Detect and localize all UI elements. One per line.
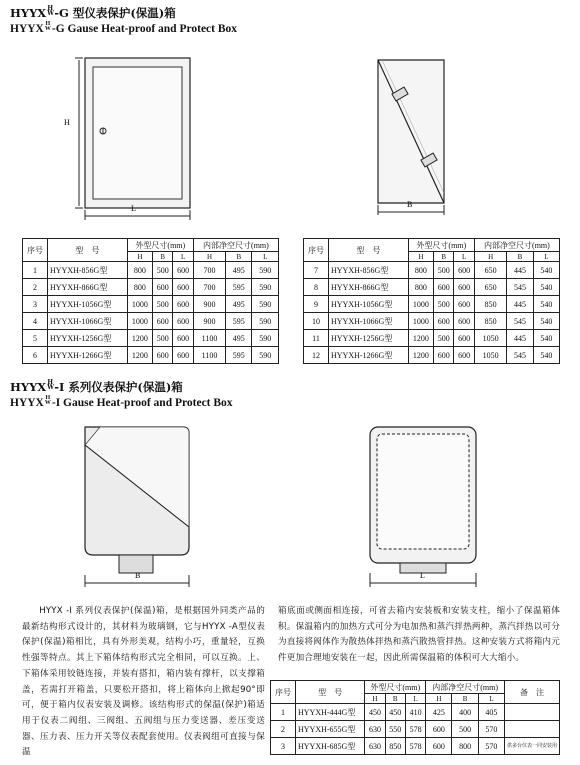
value-cell: 550 (385, 721, 405, 738)
sub-header-cell: B (153, 252, 173, 262)
col-outer-header: 外型尺寸(mm) (127, 239, 193, 252)
value-cell: 1200 (127, 347, 152, 364)
value-cell: 500 (153, 330, 173, 347)
sub-header-cell: L (533, 252, 559, 262)
value-cell: 500 (434, 296, 454, 313)
col-outer-header: 外型尺寸(mm) (365, 681, 426, 694)
row-number: 2 (271, 721, 296, 738)
model-cell: HYYXH-1066G型 (48, 313, 128, 330)
section-i-title-en (10, 396, 233, 410)
description-left: HYYX -I 系列仪表保护(保温)箱，是根据国外同类产品的最新结构形式设计的，其材料为玻璃钢，它与HYYX -A型仪表保护(保温)箱相比，具有外形美观，结构小巧，重量轻，互换性强等特点。其上下箱体结构形式完全相同，可以互换。上、下箱体采用铰链连接，并装有搭扣，箱内装有撑杆，以支撑箱盖，若需打开箱盖，只要松开搭扣，将上箱体向上掀起90°即可，便于箱内仪表安装及调修。该结构形式的保温(保护)箱适用于仪表二阀组、三阀组、五阀组与压力变送器、差压变送器、压力表、压力开关等仪表配套使用。仪表阀组可直接与保温 (22, 606, 265, 758)
value-cell: 600 (454, 296, 474, 313)
title-superscript (45, 396, 51, 406)
value-cell: 540 (533, 296, 559, 313)
table-row (304, 347, 560, 364)
sub-header-cell: L (173, 252, 193, 262)
sub-header-cell: L (405, 694, 425, 704)
table-row (304, 279, 560, 296)
value-cell: 600 (454, 330, 474, 347)
model-cell: HYYXH-856G型 (329, 262, 409, 279)
value-cell: 540 (533, 262, 559, 279)
value-cell: 545 (507, 347, 533, 364)
section-g-title-en (10, 22, 237, 36)
row-number: 12 (304, 347, 329, 364)
table-row (271, 704, 560, 721)
value-cell: 1000 (408, 296, 433, 313)
col-inner-header: 内部净空尺寸(mm) (474, 239, 559, 252)
value-cell: 1000 (127, 296, 152, 313)
value-cell: 900 (193, 313, 225, 330)
value-cell: 1200 (408, 330, 433, 347)
row-number: 3 (271, 738, 296, 755)
value-cell: 540 (533, 330, 559, 347)
sup-top: H (45, 21, 51, 27)
value-cell: 850 (385, 738, 405, 755)
dim-h-label: H (64, 118, 70, 127)
model-cell: HYYXH-444G型 (296, 704, 365, 721)
value-cell: 1100 (193, 330, 225, 347)
remark-cell (504, 704, 559, 721)
sup-top: H (47, 5, 54, 12)
box-front-view-drawing (55, 45, 225, 235)
value-cell: 700 (193, 279, 225, 296)
value-cell: 1000 (408, 313, 433, 330)
value-cell: 495 (226, 296, 252, 313)
sub-header-cell: B (385, 694, 405, 704)
title-superscript (45, 22, 51, 32)
value-cell: 1050 (474, 330, 506, 347)
value-cell: 650 (474, 262, 506, 279)
value-cell: 1200 (127, 330, 152, 347)
table-row (271, 738, 560, 755)
model-cell: HYYXH-866G型 (48, 279, 128, 296)
col-no-header: 序号 (304, 239, 329, 262)
col-outer-header: 外型尺寸(mm) (408, 239, 474, 252)
value-cell: 500 (153, 262, 173, 279)
table-row (23, 279, 279, 296)
sub-header-cell: H (127, 252, 152, 262)
value-cell: 590 (252, 279, 279, 296)
table-row (304, 313, 560, 330)
col-model-header: 型 号 (48, 239, 128, 262)
value-cell: 600 (173, 313, 193, 330)
value-cell: 445 (507, 296, 533, 313)
model-cell: HYYXH-655G型 (296, 721, 365, 738)
value-cell: 540 (533, 313, 559, 330)
section-g-title-zh (10, 6, 176, 20)
dim-b-label: B (135, 571, 141, 580)
value-cell: 595 (226, 313, 252, 330)
model-cell: HYYXH-1256G型 (48, 330, 128, 347)
sub-header-cell: H (426, 694, 452, 704)
sub-header-cell: B (452, 694, 478, 704)
value-cell: 540 (533, 347, 559, 364)
sup-bottom: W (44, 400, 51, 406)
title-prefix: HYYX (10, 6, 47, 20)
i-box-front-drawing (55, 415, 225, 600)
table-row (23, 330, 279, 347)
row-number: 9 (304, 296, 329, 313)
value-cell: 590 (252, 313, 279, 330)
col-remark-header: 备 注 (504, 681, 559, 704)
sub-header-cell: H (408, 252, 433, 262)
dim-l-label: L (131, 204, 136, 213)
value-cell: 545 (507, 313, 533, 330)
value-cell: 600 (426, 721, 452, 738)
remark-cell: 供多台仪表一同安装用 (504, 738, 559, 755)
i-box-inner-dashed (377, 434, 469, 549)
title-prefix: HYYX (10, 23, 44, 35)
table-row (304, 262, 560, 279)
value-cell: 600 (153, 313, 173, 330)
spec-table-i (270, 680, 560, 755)
row-number: 1 (23, 262, 48, 279)
value-cell: 400 (452, 704, 478, 721)
row-number: 3 (23, 296, 48, 313)
value-cell: 1050 (474, 347, 506, 364)
sub-header-cell: B (507, 252, 533, 262)
value-cell: 445 (507, 330, 533, 347)
row-number: 6 (23, 347, 48, 364)
title-zh-text: -G 型仪表保护(保温)箱 (54, 6, 176, 20)
title-en-text: -G Gause Heat-proof and Protect Box (51, 23, 238, 35)
sub-header-cell: H (474, 252, 506, 262)
table-row (304, 296, 560, 313)
value-cell: 600 (426, 738, 452, 755)
sub-header-cell: B (434, 252, 454, 262)
value-cell: 450 (365, 704, 385, 721)
value-cell: 590 (252, 262, 279, 279)
model-cell: HYYXH-1066G型 (329, 313, 409, 330)
sup-bottom: W (47, 10, 54, 17)
row-number: 8 (304, 279, 329, 296)
title-prefix: HYYX (10, 397, 44, 409)
value-cell: 425 (426, 704, 452, 721)
col-inner-header: 内部净空尺寸(mm) (193, 239, 278, 252)
row-number: 7 (304, 262, 329, 279)
value-cell: 800 (127, 262, 152, 279)
value-cell: 600 (173, 296, 193, 313)
value-cell: 600 (454, 262, 474, 279)
value-cell: 500 (434, 262, 454, 279)
table-row (23, 313, 279, 330)
sub-header-cell: L (252, 252, 279, 262)
value-cell: 600 (153, 347, 173, 364)
value-cell: 570 (478, 721, 504, 738)
value-cell: 600 (173, 262, 193, 279)
col-no-header: 序号 (271, 681, 296, 704)
row-number: 11 (304, 330, 329, 347)
description-right: 箱底面或侧面相连接，可省去箱内安装板和安装支柱，缩小了保温箱体积。保温箱内的加热方式可分为电加热和蒸汽拌热两种，蒸汽拌热以可分为直接将阀体作为散热体拌热和蒸汽散热管拌热。这种安装方式将箱内元件更加合理地安装在一起，因此所需保温箱的体积可大大缩小。 (278, 606, 560, 664)
value-cell: 570 (478, 738, 504, 755)
title-zh-text: -I 系列仪表保护(保温)箱 (54, 380, 183, 394)
value-cell: 1100 (193, 347, 225, 364)
sub-header-cell: H (365, 694, 385, 704)
col-no-header: 序号 (23, 239, 48, 262)
sup-top: H (47, 379, 54, 386)
title-superscript (47, 380, 53, 390)
row-number: 4 (23, 313, 48, 330)
value-cell: 540 (533, 279, 559, 296)
value-cell: 600 (434, 347, 454, 364)
value-cell: 500 (452, 721, 478, 738)
value-cell: 600 (434, 279, 454, 296)
table-row (304, 330, 560, 347)
row-number: 1 (271, 704, 296, 721)
value-cell: 590 (252, 296, 279, 313)
value-cell: 595 (226, 347, 252, 364)
value-cell: 600 (173, 279, 193, 296)
value-cell: 500 (434, 330, 454, 347)
sub-header-cell: L (478, 694, 504, 704)
section-i-title-zh (10, 380, 183, 394)
table-row (23, 296, 279, 313)
value-cell: 630 (365, 721, 385, 738)
value-cell: 500 (153, 296, 173, 313)
value-cell: 850 (474, 313, 506, 330)
value-cell: 495 (226, 262, 252, 279)
model-cell: HYYXH-1056G型 (48, 296, 128, 313)
value-cell: 800 (408, 262, 433, 279)
dim-b-label: B (407, 200, 413, 209)
value-cell: 578 (405, 738, 425, 755)
row-number: 10 (304, 313, 329, 330)
value-cell: 800 (408, 279, 433, 296)
value-cell: 590 (252, 347, 279, 364)
row-number: 2 (23, 279, 48, 296)
col-inner-header: 内部净空尺寸(mm) (426, 681, 505, 694)
model-cell: HYYXH-1266G型 (329, 347, 409, 364)
table-row (271, 721, 560, 738)
value-cell: 700 (193, 262, 225, 279)
sup-bottom: W (47, 384, 54, 391)
value-cell: 578 (405, 721, 425, 738)
col-model-header: 型 号 (329, 239, 409, 262)
table-row (23, 262, 279, 279)
model-cell: HYYXH-685G型 (296, 738, 365, 755)
value-cell: 600 (173, 347, 193, 364)
value-cell: 850 (474, 296, 506, 313)
model-cell: HYYXH-866G型 (329, 279, 409, 296)
value-cell: 800 (452, 738, 478, 755)
value-cell: 800 (127, 279, 152, 296)
value-cell: 1000 (127, 313, 152, 330)
model-cell: HYYXH-1256G型 (329, 330, 409, 347)
value-cell: 600 (454, 313, 474, 330)
value-cell: 650 (474, 279, 506, 296)
model-cell: HYYXH-1056G型 (329, 296, 409, 313)
col-model-header: 型 号 (296, 681, 365, 704)
dim-l-label: L (420, 571, 425, 580)
value-cell: 600 (434, 313, 454, 330)
value-cell: 600 (454, 279, 474, 296)
box-side-view-drawing (360, 45, 470, 225)
value-cell: 450 (385, 704, 405, 721)
value-cell: 590 (252, 330, 279, 347)
value-cell: 445 (507, 262, 533, 279)
value-cell: 600 (454, 347, 474, 364)
i-box-open-drawing (360, 415, 490, 600)
value-cell: 545 (507, 279, 533, 296)
value-cell: 495 (226, 330, 252, 347)
value-cell: 410 (405, 704, 425, 721)
sup-bottom: W (44, 26, 51, 32)
value-cell: 900 (193, 296, 225, 313)
remark-cell (504, 721, 559, 738)
value-cell: 630 (365, 738, 385, 755)
spec-table-g-left (22, 238, 279, 364)
model-cell: HYYXH-856G型 (48, 262, 128, 279)
sub-header-cell: L (454, 252, 474, 262)
sub-header-cell: B (226, 252, 252, 262)
title-prefix: HYYX (10, 380, 47, 394)
value-cell: 600 (153, 279, 173, 296)
value-cell: 405 (478, 704, 504, 721)
value-cell: 600 (173, 330, 193, 347)
table-row (23, 347, 279, 364)
value-cell: 595 (226, 279, 252, 296)
sub-header-cell: H (193, 252, 225, 262)
box-door-panel (93, 67, 182, 199)
value-cell: 1200 (408, 347, 433, 364)
row-number: 5 (23, 330, 48, 347)
model-cell: HYYXH-1266G型 (48, 347, 128, 364)
title-en-text: -I Gause Heat-proof and Protect Box (51, 397, 233, 409)
sup-top: H (45, 395, 51, 401)
title-superscript (47, 6, 53, 16)
spec-table-g-right (303, 238, 560, 364)
